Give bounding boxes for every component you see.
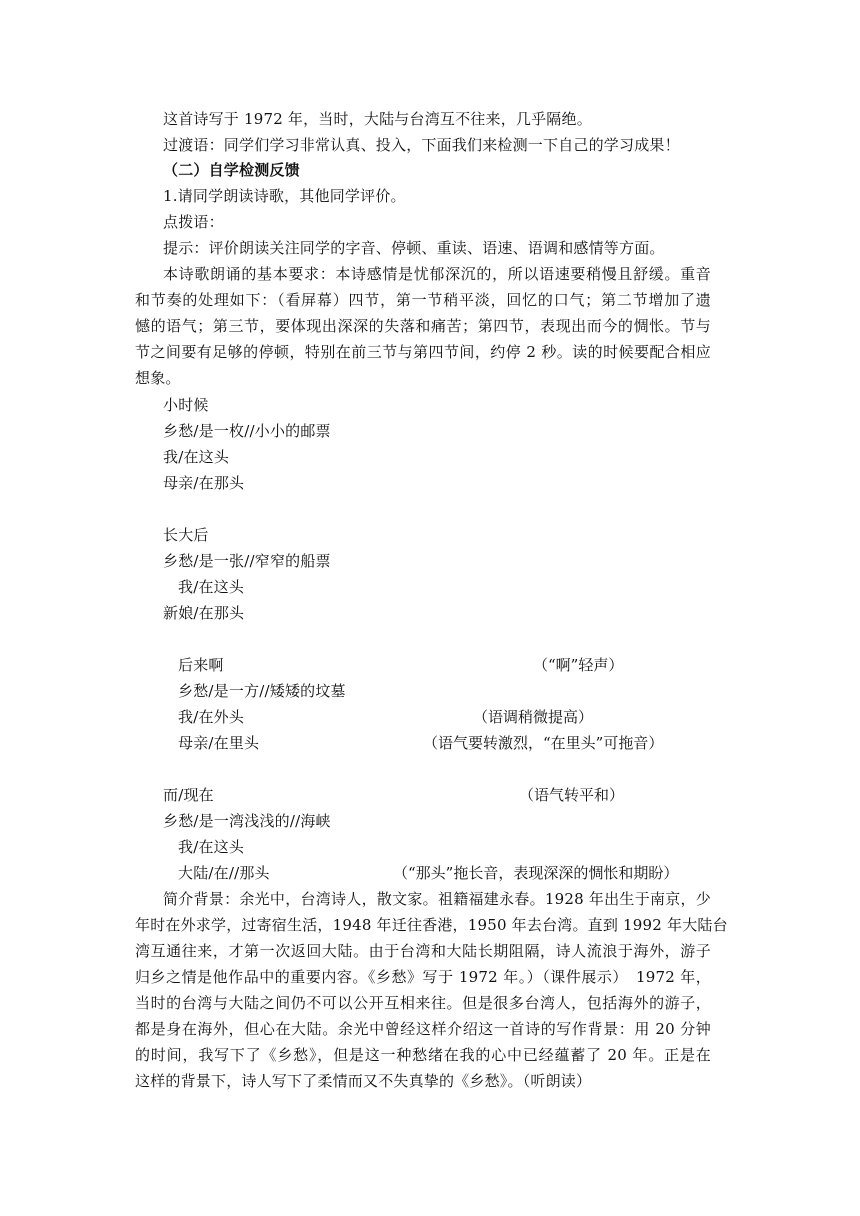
intro-line: 这首诗写于 1972 年，当时，大陆与台湾互不往来，几乎隔绝。 — [163, 110, 592, 128]
paragraph-line: 当时的台湾与大陆之间仍不可以公开互相来往。但是很多台湾人，包括海外的游子， — [135, 994, 711, 1012]
paragraph-line: 憾的语气；第三节，要体现出深深的失落和痛苦；第四节，表现出而今的惆怅。节与 — [135, 317, 711, 335]
paragraph-line: 的时间，我写下了《乡愁》，但是这一种愁绪在我的心中已经蕴蓄了 20 年。正是在 — [135, 1046, 711, 1064]
paragraph-line: 这样的背景下，诗人写下了柔情而又不失真挚的《乡愁》。（听朗读） — [135, 1072, 592, 1090]
poem-line: 我/在这头 — [163, 448, 230, 466]
poem-line: 乡愁/是一张//窄窄的船票 — [163, 552, 331, 570]
paragraph-line: 归乡之情是他作品中的重要内容。《乡愁》写于 1972 年。）（课件展示） 1972 年， — [135, 968, 711, 986]
poem-line: 大陆/在//那头 — [178, 864, 270, 882]
paragraph-line: 都是身在海外，但心在大陆。余光中曾经这样介绍这一首诗的写作背景：用 20 分钟 — [135, 1020, 711, 1038]
poem-line: 小时候 — [163, 396, 209, 414]
poem-line: 而/现在 — [163, 786, 214, 804]
poem-line: 我/在这头 — [178, 838, 245, 856]
poem-line: 乡愁/是一方//矮矮的坟墓 — [178, 682, 346, 700]
reading-note: （语调稍微提高） — [473, 708, 594, 726]
poem-line: 我/在这头 — [178, 578, 245, 596]
reading-note: （“那头”拖长音，表现深深的惆怅和期盼） — [393, 864, 679, 882]
tip-line: 提示：评价朗读关注同学的字音、停顿、重读、语速、语调和感情等方面。 — [163, 239, 665, 257]
hint-label: 点拨语： — [163, 213, 224, 231]
poem-line: 母亲/在里头 — [178, 734, 260, 752]
poem-line: 后来啊 — [178, 656, 224, 674]
reading-note: （语气要转激烈，“在里头”可拖音） — [423, 734, 664, 752]
paragraph-line: 想象。 — [135, 369, 181, 387]
paragraph-line: 和节奏的处理如下：（看屏幕）四节，第一节稍平淡，回忆的口气；第二节增加了遗 — [135, 291, 711, 309]
poem-line: 我/在外头 — [178, 708, 245, 726]
poem-line: 新娘/在那头 — [163, 604, 245, 622]
paragraph-line: 湾互通往来，才第一次返回大陆。由于台湾和大陆长期阻隔，诗人流浪于海外，游子 — [135, 942, 711, 960]
transition-line: 过渡语：同学们学习非常认真、投入，下面我们来检测一下自己的学习成果！ — [163, 136, 680, 154]
section-heading: （二）自学检测反馈 — [163, 161, 300, 179]
task-line: 1.请同学朗读诗歌，其他同学评价。 — [163, 187, 406, 205]
reading-note: （“啊”轻声） — [533, 656, 624, 674]
paragraph-line: 节之间要有足够的停顿，特别在前三节与第四节间，约停 2 秒。读的时候要配合相应 — [135, 343, 711, 361]
paragraph-line: 本诗歌朗诵的基本要求：本诗感情是忧郁深沉的，所以语速要稍慢且舒缓。重音 — [163, 265, 711, 283]
poem-line: 长大后 — [163, 526, 209, 544]
poem-line: 乡愁/是一湾浅浅的//海峡 — [163, 812, 331, 830]
reading-note: （语气转平和） — [519, 786, 625, 804]
poem-line: 母亲/在那头 — [163, 474, 245, 492]
paragraph-line: 年时在外求学，过寄宿生活，1948 年迁往香港，1950 年去台湾。直到 1992 年大陆台 — [135, 916, 728, 934]
paragraph-line: 简介背景：余光中，台湾诗人，散文家。祖籍福建永春。1928 年出生于南京，少 — [163, 890, 711, 908]
poem-line: 乡愁/是一枚//小小的邮票 — [163, 422, 331, 440]
